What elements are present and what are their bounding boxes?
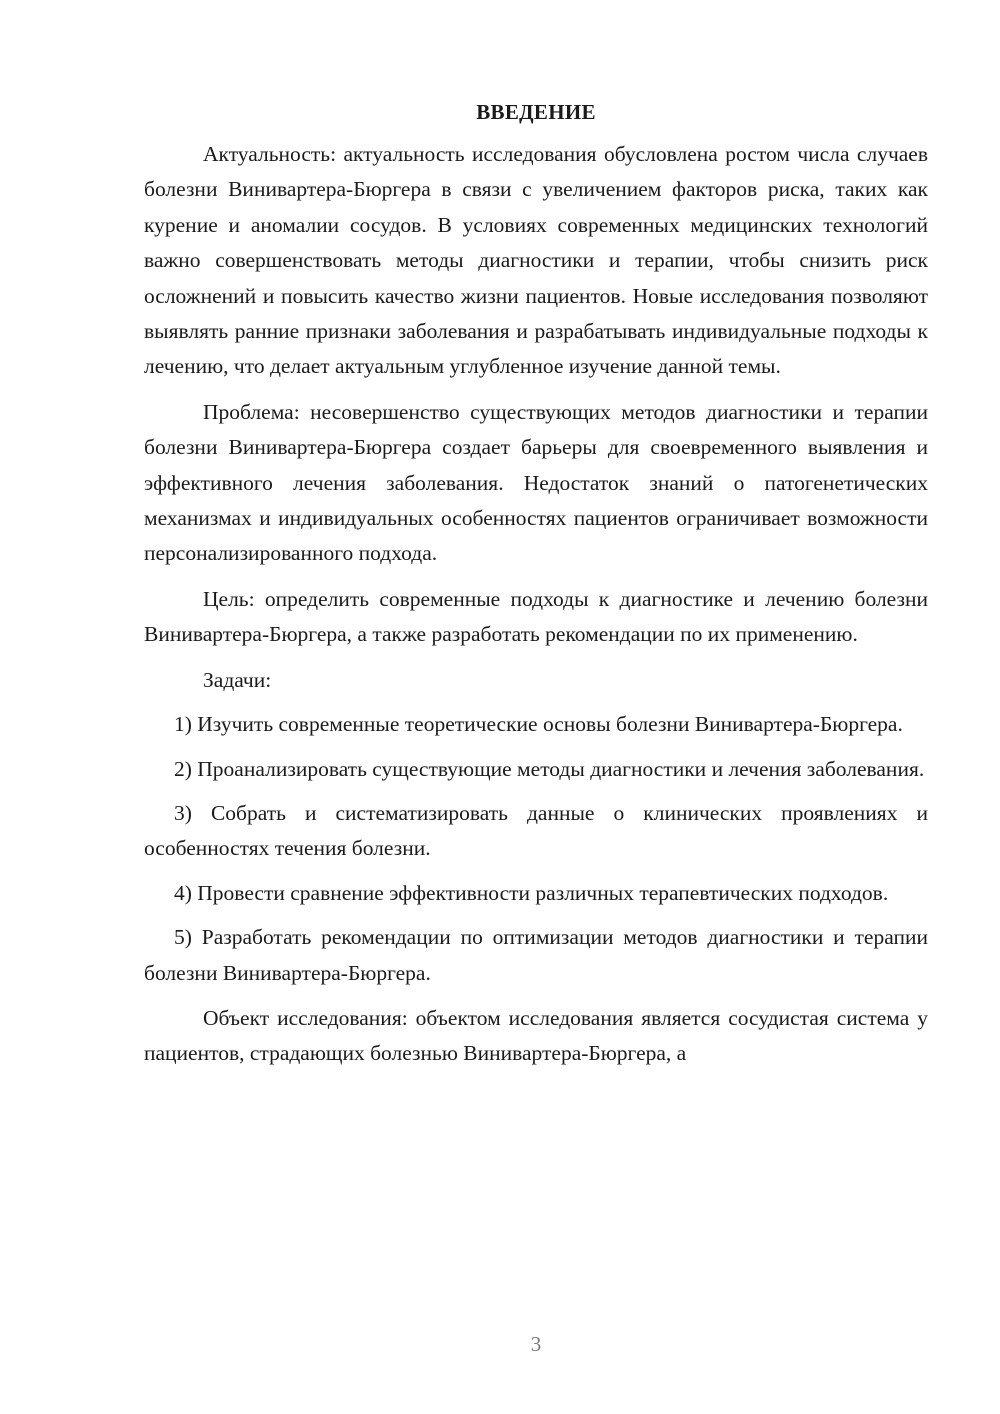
list-item: 4) Провести сравнение эффективности различных терапевтических подходов.	[174, 880, 889, 905]
list-item: 3) Собрать и систематизировать данные о клинических проявлениях и особенностях течения болезни.	[144, 800, 928, 861]
section-heading: ВВЕДЕНИЕ	[476, 100, 596, 124]
object-paragraph: Объект исследования: объектом исследования является сосудистая система у пациентов, страдающих болезнью Винивартера-Бюргера, а	[144, 1005, 928, 1066]
list-item: 5) Разработать рекомендации по оптимизации методов диагностики и терапии болезни Винивартера-Бюргера.	[144, 925, 928, 985]
relevance-paragraph: Актуальность: актуальность исследования обусловлена ростом числа случаев болезни Винивартера-Бюргера в связи с увеличением факторов риска, таких как курение и аномалии сосудов. В условиях современных медицинских технологий важно совершенствовать методы диагностики и терапии, чтобы снизить риск осложнений и повысить качество жизни пациентов. Новые исследования позволяют выявлять ранние признаки заболевания и разрабатывать индивидуальные подходы к лечению, что делает актуальным углубленное изучение данной темы.	[144, 142, 928, 379]
tasks-label: Задачи:	[203, 667, 272, 692]
problem-paragraph: Проблема: несовершенство существующих методов диагностики и терапии болезни Винивартера-Бюргера создает барьеры для своевременного выявления и эффективного лечения заболевания. Недостаток знаний о патогенетических механизмах и индивидуальных особенностях пациентов ограничивает возможности персонализированного подхода.	[144, 399, 928, 566]
goal-paragraph: Цель: определить современные подходы к диагностике и лечению болезни Винивартера-Бюргера, а также разработать рекомендации по их применению.	[144, 586, 928, 647]
list-item: 2) Проанализировать существующие методы диагностики и лечения заболевания.	[174, 756, 925, 781]
list-item: 1) Изучить современные теоретические основы болезни Винивартера-Бюргера.	[174, 712, 903, 737]
page-number: 3	[530, 1332, 542, 1356]
tasks-list	[144, 707, 928, 991]
page-content	[144, 88, 928, 1072]
